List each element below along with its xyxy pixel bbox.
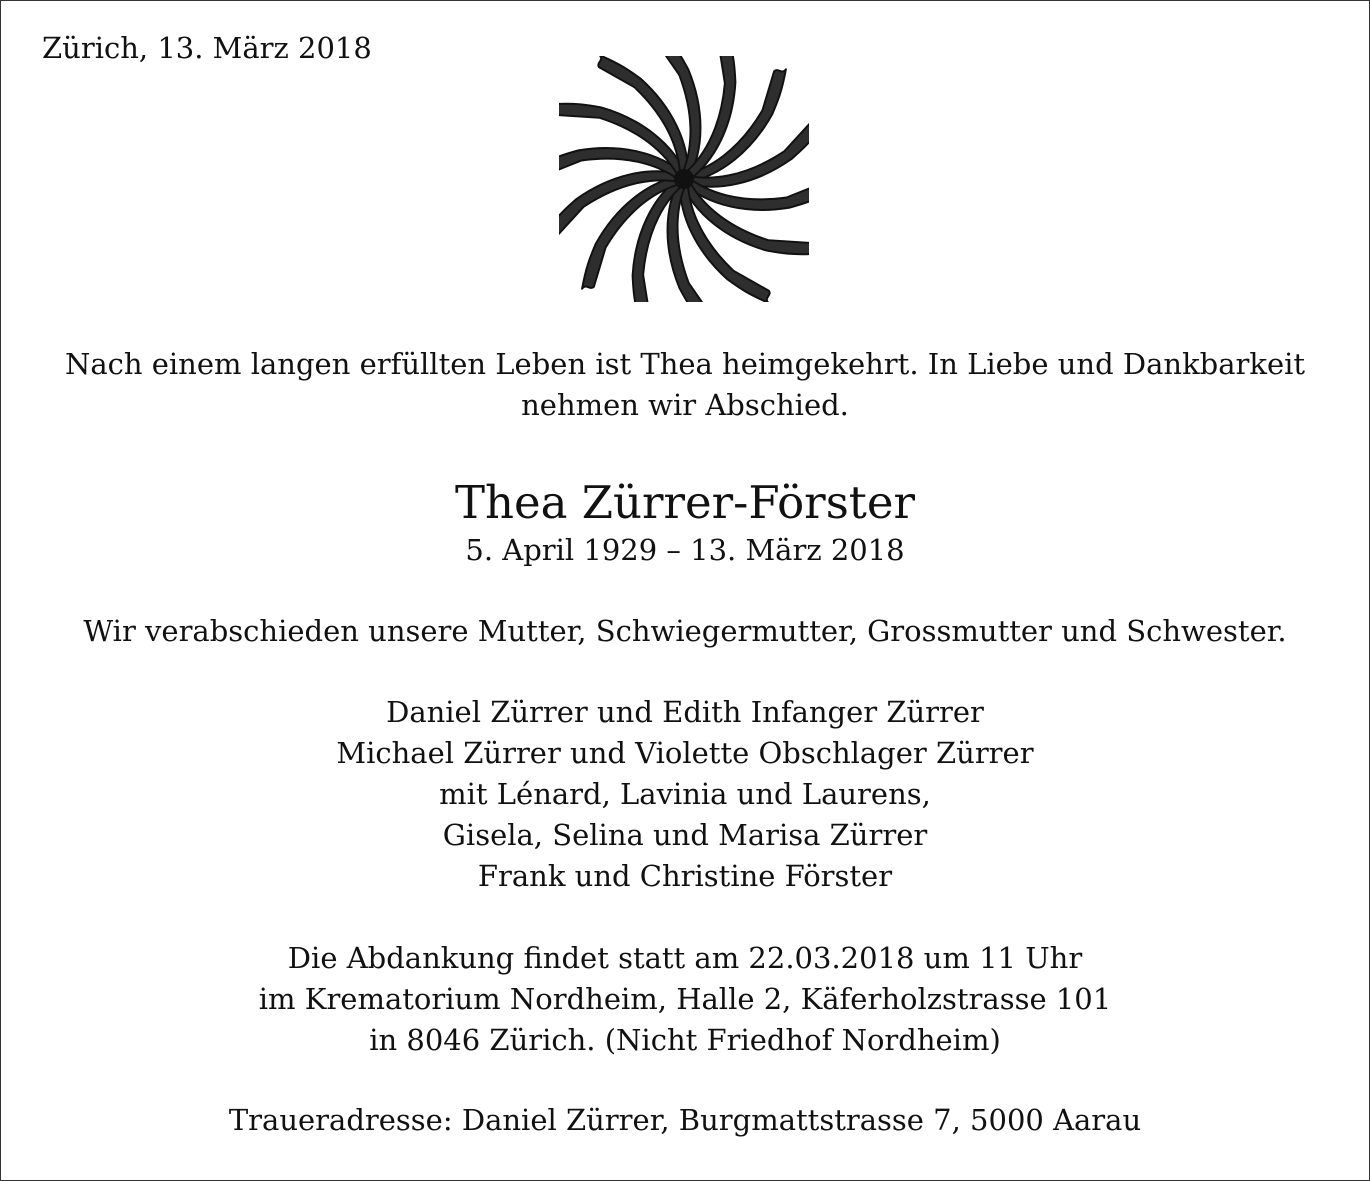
intro-text	[0, 344, 1370, 426]
mourning-address	[0, 1100, 1370, 1141]
ceremony-info	[0, 938, 1370, 1061]
mourning-address-text: Traueradresse: Daniel Zürrer, Burgmattstrasse 7, 5000 Aarau	[228, 1103, 1142, 1137]
mourner-line: Michael Zürrer und Violette Obschlager Zürrer	[336, 736, 1034, 770]
life-dates-text: 5. April 1929 – 13. März 2018	[465, 533, 905, 567]
mourners-list	[0, 692, 1370, 897]
place-date: Zürich, 13. März 2018	[42, 31, 372, 65]
mourner-line: Daniel Zürrer und Edith Infanger Zürrer	[386, 695, 984, 729]
ceremony-line: Die Abdankung findet statt am 22.03.2018 um 11 Uhr	[287, 941, 1083, 975]
mourner-line: Frank und Christine Förster	[477, 859, 893, 893]
mourner-line: Gisela, Selina und Marisa Zürrer	[442, 818, 928, 852]
intro-line: nehmen wir Abschied.	[521, 388, 849, 422]
ceremony-line: im Krematorium Nordheim, Halle 2, Käferholzstrasse 101	[258, 982, 1112, 1016]
deceased-name: Thea Zürrer-Förster	[454, 476, 916, 529]
intro-line: Nach einem langen erfüllten Leben ist Thea heimgekehrt. In Liebe und Dankbarkeit	[64, 347, 1306, 381]
farewell-text	[0, 611, 1370, 652]
swirl-center	[674, 169, 694, 189]
mourner-line: mit Lénard, Lavinia und Laurens,	[439, 777, 931, 811]
life-dates	[0, 530, 1370, 571]
swirl-flower-icon	[559, 56, 809, 302]
ceremony-line: in 8046 Zürich. (Nicht Friedhof Nordheim)	[369, 1023, 1001, 1057]
farewell-line: Wir verabschieden unsere Mutter, Schwiegermutter, Grossmutter und Schwester.	[83, 614, 1287, 648]
